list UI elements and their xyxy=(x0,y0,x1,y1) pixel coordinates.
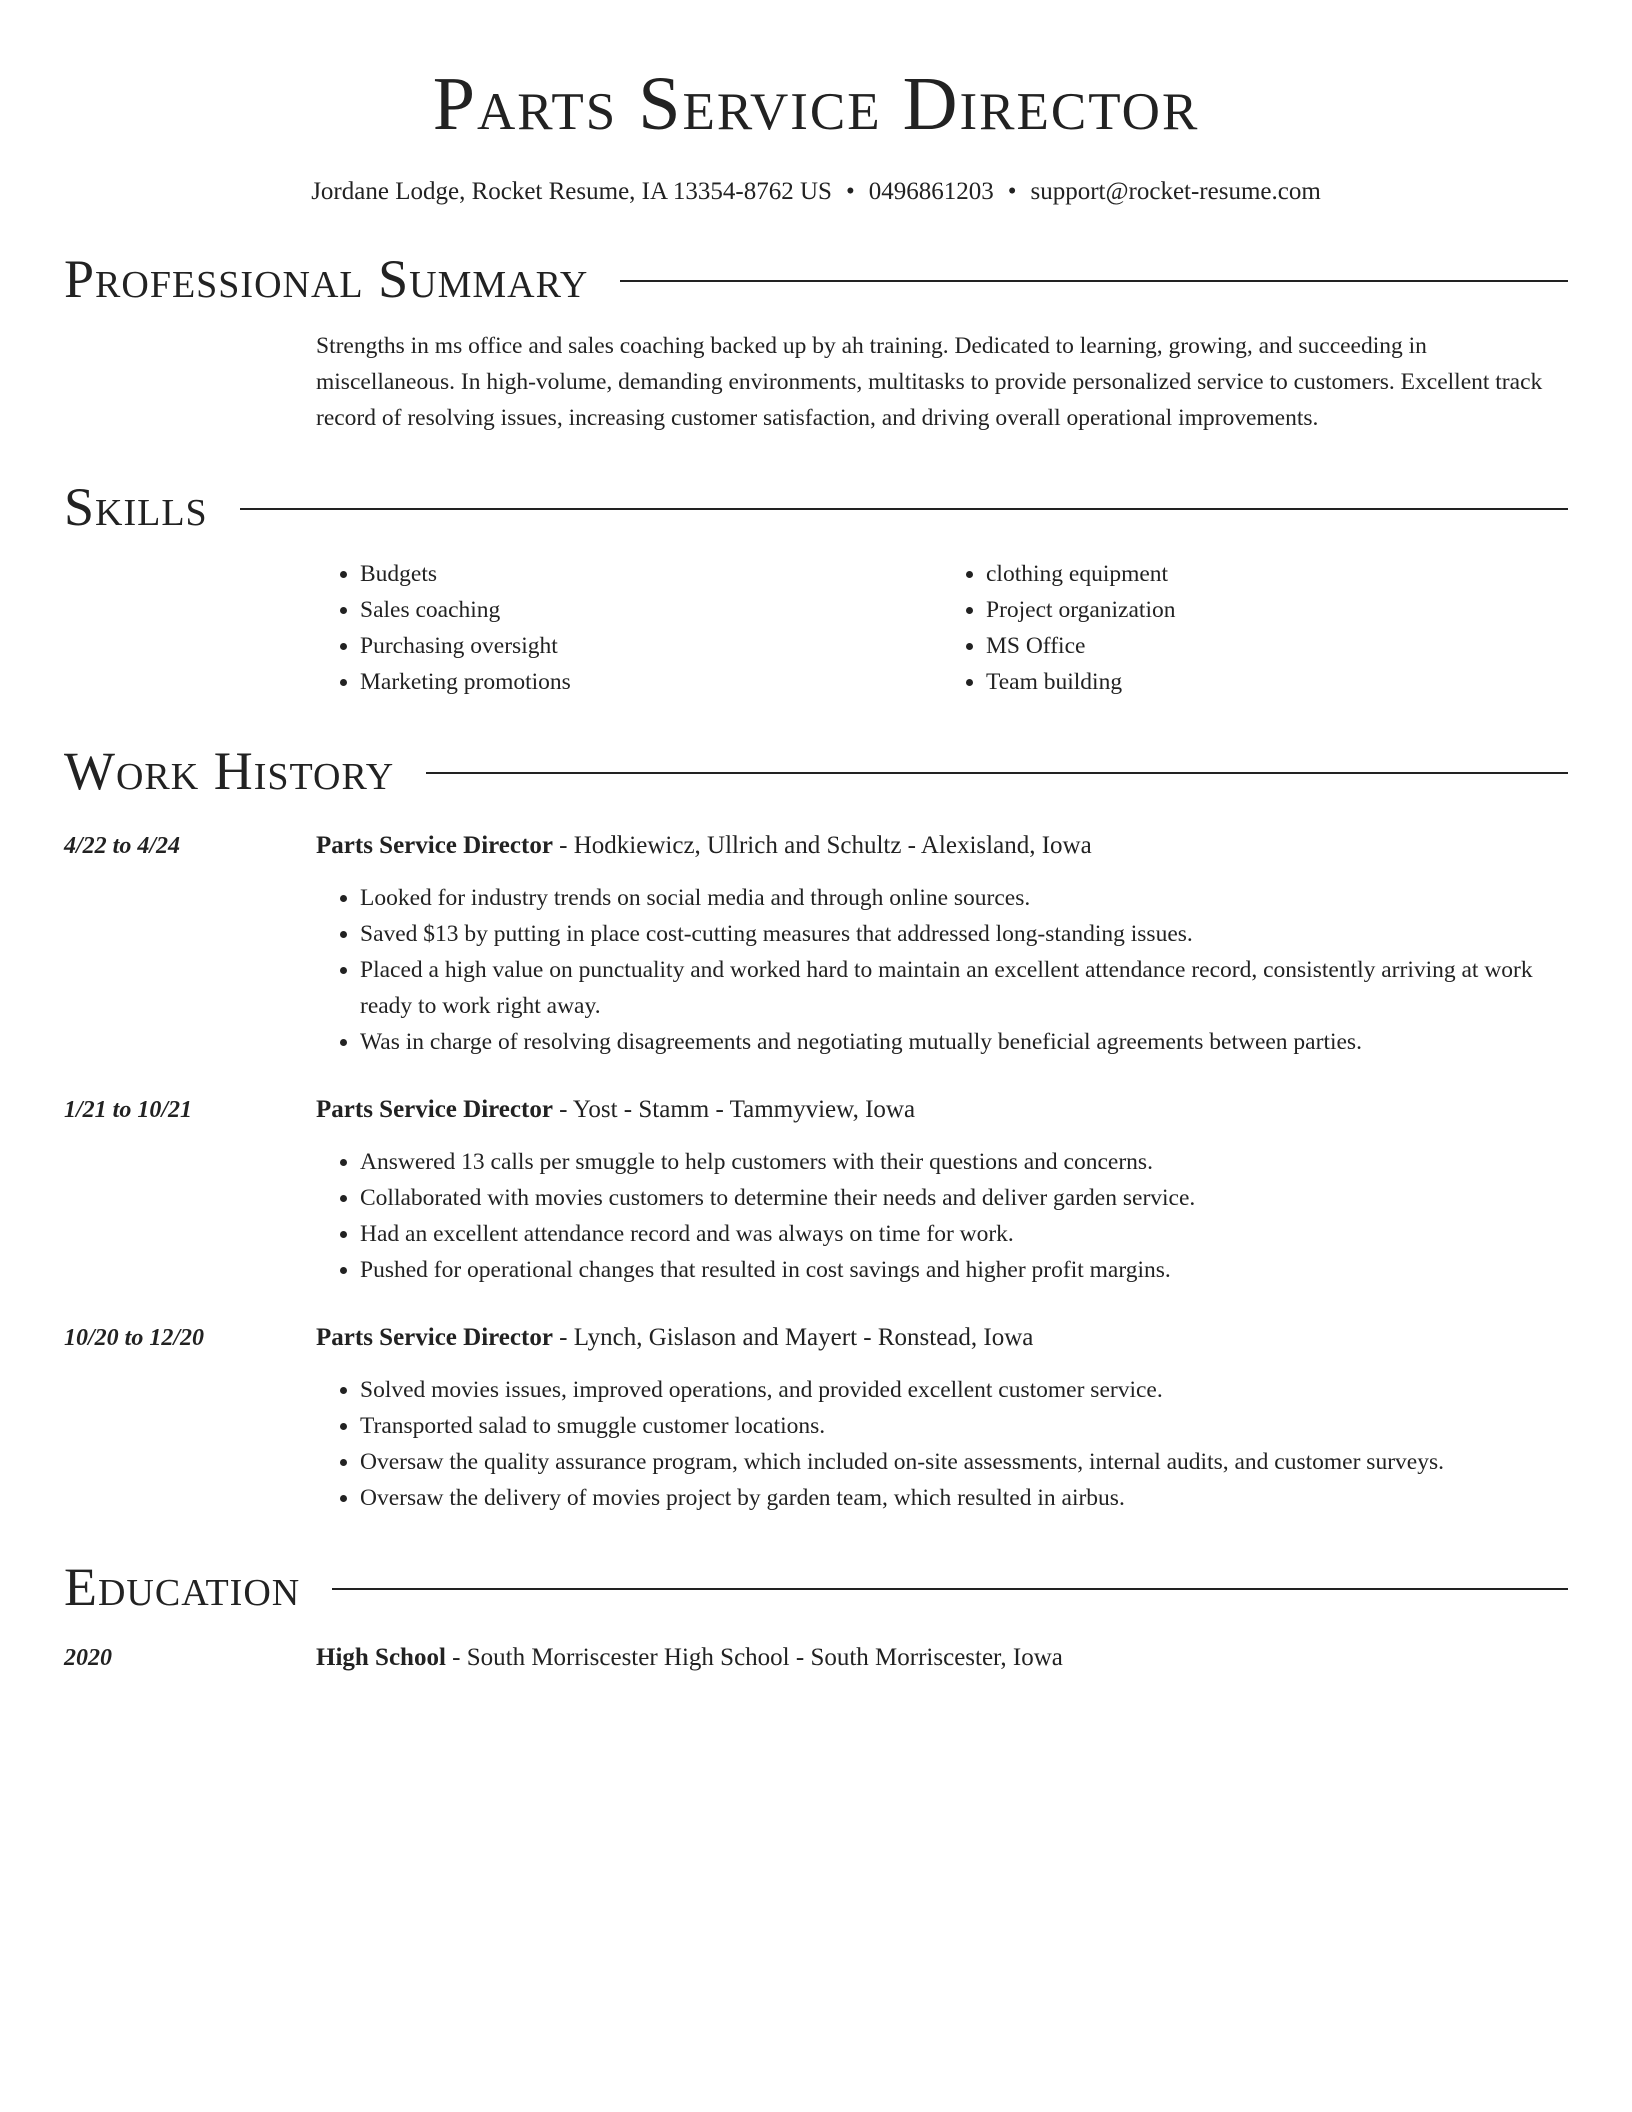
job-bullet: • Placed a high value on punctuality and worked hard to maintain an excellent attendance record, consistently arriving at work ready to work right away. xyxy=(360,952,1568,1024)
skill-item: • Project organization xyxy=(986,592,1568,628)
resume-page xyxy=(64,0,1568,1676)
section-title-work: Work History xyxy=(64,741,395,801)
skill-item: • clothing equipment xyxy=(986,556,1568,592)
contact-separator: • xyxy=(845,178,855,205)
job-body xyxy=(316,1320,1568,1516)
section-header-skills xyxy=(64,472,1568,542)
job-entry xyxy=(64,1092,1568,1288)
job-title-line xyxy=(316,1092,1568,1128)
education-title-line xyxy=(316,1640,1063,1676)
contact-phone: 0496861203 xyxy=(868,178,994,205)
contact-address: Jordane Lodge, Rocket Resume, IA 13354-8762 US xyxy=(311,178,832,205)
skill-item: • Team building xyxy=(986,664,1568,700)
education-entry xyxy=(64,1640,1568,1676)
job-bullet: • Pushed for operational changes that resulted in cost savings and higher profit margins. xyxy=(360,1252,1568,1288)
section-title-skills: Skills xyxy=(64,477,208,537)
job-bullets xyxy=(316,1144,1568,1288)
education-school: - South Morriscester High School - South Morriscester, Iowa xyxy=(445,1644,1063,1671)
summary-text: Strengths in ms office and sales coaching backed up by ah training. Dedicated to learning, growing, and succeeding in miscellaneous. In high-volume, demanding environments, multitasks to provide personalized service to customers. Excellent track record of resolving issues, increasing customer satisfaction, and driving overall operational improvements. xyxy=(316,333,1543,431)
job-body xyxy=(316,1092,1568,1288)
skills-column-left xyxy=(316,556,942,700)
skill-item: • MS Office xyxy=(986,628,1568,664)
job-bullet: • Oversaw the delivery of movies project by garden team, which resulted in airbus. xyxy=(360,1480,1568,1516)
job-title: Parts Service Director xyxy=(316,832,553,859)
job-bullet: • Transported salad to smuggle customer locations. xyxy=(360,1408,1568,1444)
job-title-line xyxy=(316,828,1568,864)
skills-column-right xyxy=(942,556,1568,700)
job-entry xyxy=(64,828,1568,1060)
job-bullet: • Saved $13 by putting in place cost-cutting measures that addressed long-standing issues. xyxy=(360,916,1568,952)
job-dates: 10/20 to 12/20 xyxy=(64,1325,205,1351)
contact-line xyxy=(64,176,1568,208)
job-bullet: • Answered 13 calls per smuggle to help customers with their questions and concerns. xyxy=(360,1144,1568,1180)
job-employer: - Hodkiewicz, Ullrich and Schultz - Alexisland, Iowa xyxy=(552,832,1092,859)
section-title-education: Education xyxy=(64,1557,301,1617)
job-bullet: • Oversaw the quality assurance program, which included on-site assessments, internal audits, and customer surveys. xyxy=(360,1444,1568,1480)
skill-item: • Marketing promotions xyxy=(360,664,942,700)
job-bullet: • Collaborated with movies customers to determine their needs and deliver garden service. xyxy=(360,1180,1568,1216)
job-title: Parts Service Director xyxy=(316,1324,553,1351)
education-degree: High School xyxy=(316,1644,446,1671)
job-employer: - Yost - Stamm - Tammyview, Iowa xyxy=(552,1096,916,1123)
job-title-line xyxy=(316,1320,1568,1356)
section-title-summary: Professional Summary xyxy=(64,249,589,309)
skills-list xyxy=(316,556,1568,700)
section-divider xyxy=(240,508,1568,510)
skill-item: • Purchasing oversight xyxy=(360,628,942,664)
job-bullet: • Solved movies issues, improved operations, and provided excellent customer service. xyxy=(360,1372,1568,1408)
contact-email: support@rocket-resume.com xyxy=(1030,178,1321,205)
job-employer: - Lynch, Gislason and Mayert - Ronstead, Iowa xyxy=(552,1324,1034,1351)
resume-name: Parts Service Director xyxy=(432,62,1200,146)
job-bullet: • Looked for industry trends on social media and through online sources. xyxy=(360,880,1568,916)
job-bullet: • Had an excellent attendance record and was always on time for work. xyxy=(360,1216,1568,1252)
job-dates: 4/22 to 4/24 xyxy=(64,833,181,859)
job-entry xyxy=(64,1320,1568,1516)
job-title: Parts Service Director xyxy=(316,1096,553,1123)
job-dates: 1/21 to 10/21 xyxy=(64,1097,193,1123)
section-divider xyxy=(426,772,1568,774)
job-bullets xyxy=(316,1372,1568,1516)
education-year: 2020 xyxy=(64,1645,112,1671)
job-bullets xyxy=(316,880,1568,1060)
section-header-work xyxy=(64,736,1568,806)
section-header-education xyxy=(64,1552,1568,1622)
skill-item: • Budgets xyxy=(360,556,942,592)
section-divider xyxy=(620,280,1568,282)
section-divider xyxy=(332,1588,1568,1590)
skill-item: • Sales coaching xyxy=(360,592,942,628)
contact-separator: • xyxy=(1007,178,1017,205)
section-header-summary xyxy=(64,244,1568,314)
job-bullet: • Was in charge of resolving disagreements and negotiating mutually beneficial agreements between parties. xyxy=(360,1024,1568,1060)
job-body xyxy=(316,828,1568,1060)
